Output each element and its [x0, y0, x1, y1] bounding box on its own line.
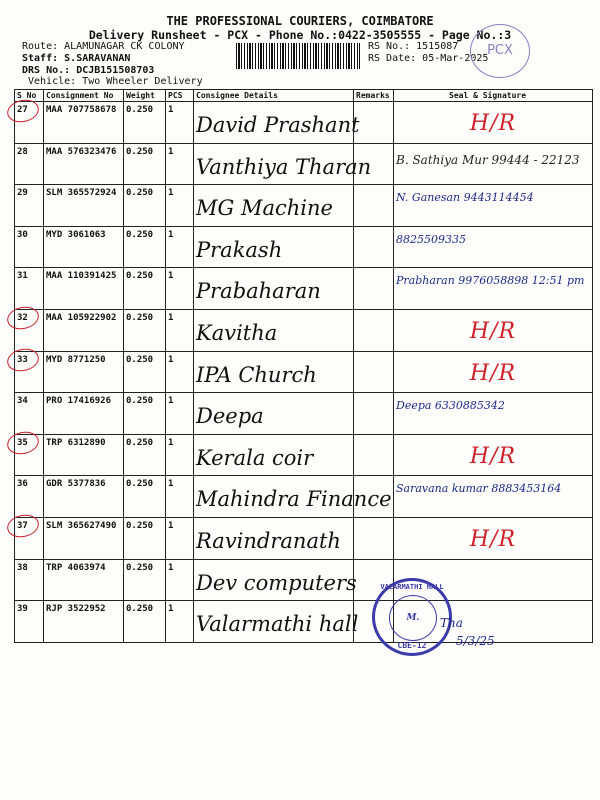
staff-label: Staff: [22, 53, 65, 64]
cell-pcs-text: 1 [168, 437, 174, 448]
cell-consignee [194, 393, 354, 435]
cell-consignment-text: MAA 707758678 [46, 105, 117, 115]
cell-consignment-text: SLM 365572924 [46, 188, 117, 199]
cell-consignee-text: Mahindra Finance [196, 487, 392, 512]
cell-consignee [194, 268, 354, 310]
cell-pcs [166, 185, 194, 227]
cell-pcs-text: 1 [168, 312, 174, 323]
cell-signature [394, 185, 593, 227]
cell-pcs [166, 226, 194, 268]
cell-pcs-text: 1 [168, 604, 174, 615]
table-row [15, 351, 593, 393]
cell-weight-text: 0.250 [126, 188, 154, 199]
col-remarks: Remarks [354, 90, 394, 102]
cell-consignment [44, 185, 124, 227]
cell-consignment [44, 434, 124, 476]
barcode [236, 43, 360, 69]
cell-sno-text: 36 [17, 479, 28, 490]
cell-signature-text: Deepa 6330885342 [396, 399, 505, 413]
cell-signature [394, 476, 593, 518]
cell-consignee-text: Ravindranath [196, 528, 341, 553]
drs-number: DCJB151508703 [76, 65, 155, 76]
cell-consignment-text: MYD 8771250 [46, 354, 106, 365]
col-consignee: Consignee Details [194, 90, 354, 102]
table-row [15, 434, 593, 476]
table-row [15, 601, 593, 643]
cell-signature [394, 143, 593, 185]
cell-pcs-text: 1 [168, 520, 174, 531]
cell-remarks [354, 309, 394, 351]
cell-pcs [166, 268, 194, 310]
table-row [15, 393, 593, 435]
table-row [15, 268, 593, 310]
cell-pcs [166, 351, 194, 393]
col-seal: Seal & Signature [394, 90, 593, 102]
cell-signature-text: H/R [469, 360, 517, 386]
cell-consignee [194, 102, 360, 144]
cell-pcs [166, 476, 194, 518]
cell-consignee-text: IPA Church [196, 362, 317, 387]
cell-consignee-text: David Prashant [196, 113, 360, 137]
cell-sno-text: 39 [17, 604, 28, 615]
cell-remarks [354, 351, 394, 393]
cell-consignment-text: MAA 105922902 [46, 312, 117, 323]
cell-pcs [166, 601, 194, 643]
cell-consignee-text: Kerala coir [196, 445, 314, 470]
cell-sno-text: 33 [17, 354, 28, 365]
cell-consignment [44, 268, 124, 310]
cell-remarks [354, 226, 394, 268]
stamp-date: 5/3/25 [456, 634, 495, 648]
cell-weight-text: 0.250 [126, 520, 154, 531]
cell-consignee-text: Vanthiya Tharan [196, 154, 372, 179]
cell-consignee-text: Valarmathi hall [196, 612, 359, 637]
cell-sno-text: 31 [17, 271, 28, 282]
cell-weight [124, 434, 166, 476]
stamp-bottom-text: CBE-12 [397, 641, 427, 650]
cell-consignee [194, 601, 359, 643]
cell-weight-text: 0.250 [126, 437, 154, 448]
stamp-signature: Tha [440, 616, 463, 630]
cell-weight-text: 0.250 [126, 604, 154, 615]
cell-consignment-text: MAA 576323476 [46, 146, 117, 157]
cell-signature [394, 351, 593, 393]
route-label: Route: ALAMUNAGAR CK COLONY [22, 41, 185, 52]
cell-weight-text: 0.250 [126, 105, 154, 115]
stamp-center: M. [389, 595, 437, 641]
cell-weight-text: 0.250 [126, 562, 154, 573]
cell-consignment [44, 559, 124, 601]
cell-consignee-text: Kavitha [196, 320, 278, 345]
cell-consignee-text: Prakash [196, 237, 283, 262]
cell-remarks [354, 393, 394, 435]
cell-consignment-text: GDR 5377836 [46, 479, 106, 490]
cell-weight [124, 517, 166, 559]
cell-sno-text: 30 [17, 229, 28, 240]
cell-consignment [44, 226, 124, 268]
cell-remarks [354, 434, 394, 476]
cell-sno [15, 601, 44, 643]
cell-consignment-text: TRP 6312890 [46, 437, 106, 448]
cell-consignment-text: PRO 17416926 [46, 396, 112, 407]
cell-consignment-text: RJP 3522952 [46, 604, 106, 615]
cell-signature-text: H/R [469, 111, 517, 136]
cell-sno-text: 32 [17, 312, 28, 323]
cell-signature [394, 268, 593, 310]
col-weight: Weight [124, 90, 166, 102]
cell-sno [15, 559, 44, 601]
cell-signature [394, 393, 593, 435]
runsheet-table [14, 89, 593, 643]
cell-remarks [354, 268, 394, 310]
cell-weight-text: 0.250 [126, 312, 154, 323]
cell-signature-text: H/R [469, 443, 517, 469]
table-row [15, 185, 593, 227]
cell-consignee-text: Dev computers [196, 570, 357, 595]
cell-consignee [194, 476, 392, 518]
cell-pcs [166, 517, 194, 559]
col-pcs: PCS [166, 90, 194, 102]
cell-weight [124, 393, 166, 435]
cell-signature-text: 8825509335 [396, 232, 466, 246]
pcx-stamp: PCX [470, 24, 530, 78]
cell-weight [124, 601, 166, 643]
table-row [15, 517, 593, 559]
cell-signature-text: H/R [469, 318, 517, 344]
cell-consignment [44, 309, 124, 351]
cell-consignment [44, 476, 124, 518]
cell-sno [15, 268, 44, 310]
cell-weight-text: 0.250 [126, 271, 154, 282]
cell-consignment [44, 393, 124, 435]
vehicle-label: Vehicle: Two Wheeler Delivery [28, 76, 203, 87]
table-header-row [15, 90, 593, 102]
cell-weight [124, 185, 166, 227]
cell-consignment [44, 351, 124, 393]
cell-consignment [44, 143, 124, 185]
cell-consignee-text: Deepa [196, 404, 264, 429]
cell-consignee [194, 309, 354, 351]
cell-pcs-text: 1 [168, 562, 174, 573]
cell-weight [124, 309, 166, 351]
col-sno: S No [15, 90, 44, 102]
cell-consignee [194, 517, 354, 559]
cell-sno-text: 35 [17, 437, 28, 448]
cell-signature-text: H/R [469, 526, 517, 552]
rs-number: RS No.: 1515087 [368, 41, 459, 52]
cell-sno-text: 34 [17, 396, 28, 407]
cell-consignee-text: Prabaharan [196, 279, 321, 304]
cell-pcs-text: 1 [168, 229, 174, 240]
cell-sno [15, 185, 44, 227]
cell-signature [394, 226, 593, 268]
cell-remarks [354, 185, 394, 227]
cell-weight [124, 351, 166, 393]
cell-signature-text: Prabharan 9976058898 12:51 pm [396, 274, 585, 288]
cell-consignment [44, 517, 124, 559]
cell-consignee [194, 226, 354, 268]
cell-weight [124, 268, 166, 310]
staff-name: S.SARAVANAN [64, 53, 131, 64]
cell-sno [15, 393, 44, 435]
table-row [15, 476, 593, 518]
cell-sno-text: 38 [17, 562, 28, 573]
cell-consignment [44, 102, 124, 144]
cell-pcs [166, 559, 194, 601]
cell-sno [15, 143, 44, 185]
cell-pcs-text: 1 [168, 354, 174, 365]
drs-label: DRS No.: [22, 65, 77, 76]
cell-sno [15, 476, 44, 518]
cell-weight-text: 0.250 [126, 354, 154, 365]
cell-weight-text: 0.250 [126, 146, 154, 157]
stamp-top-text: VALARMATHI HALL [380, 583, 444, 591]
cell-consignment-text: TRP 4063974 [46, 562, 106, 573]
cell-consignment-text: MAA 110391425 [46, 271, 117, 282]
table-row [15, 102, 593, 144]
cell-consignee [194, 143, 372, 185]
drs-line [22, 65, 154, 76]
cell-consignee [194, 434, 354, 476]
cell-pcs-text: 1 [168, 479, 174, 490]
cell-pcs-text: 1 [168, 146, 174, 157]
cell-consignee-text: MG Machine [196, 196, 333, 221]
cell-weight-text: 0.250 [126, 479, 154, 490]
cell-signature-text: N. Ganesan 9443114454 [396, 191, 534, 205]
rs-date: RS Date: 05-Mar-2025 [368, 53, 489, 64]
cell-signature [394, 102, 593, 144]
cell-weight [124, 559, 166, 601]
cell-consignment-text: MYD 3061063 [46, 229, 106, 240]
table-row [15, 226, 593, 268]
cell-sno-text: 27 [17, 105, 28, 115]
page-subtitle: Delivery Runsheet - PCX - Phone No.:0422-3505555 - Page No.:3 [88, 28, 512, 42]
cell-pcs [166, 393, 194, 435]
table-row [15, 559, 593, 601]
cell-signature [394, 309, 593, 351]
cell-pcs-text: 1 [168, 271, 174, 282]
cell-signature-text: B. Sathiya Mur 99444 - 22123 [396, 152, 580, 167]
cell-pcs-text: 1 [168, 105, 174, 115]
cell-consignment-text: SLM 365627490 [46, 520, 117, 531]
cell-sno [15, 226, 44, 268]
cell-weight-text: 0.250 [126, 396, 154, 407]
cell-consignee [194, 351, 354, 393]
cell-consignment [44, 601, 124, 643]
page-title: THE PROFESSIONAL COURIERS, COIMBATORE [166, 14, 434, 28]
table-row [15, 309, 593, 351]
cell-pcs [166, 102, 194, 144]
cell-pcs [166, 309, 194, 351]
cell-sno-text: 28 [17, 146, 28, 157]
cell-pcs-text: 1 [168, 188, 174, 199]
cell-weight [124, 476, 166, 518]
cell-sno-text: 37 [17, 520, 28, 531]
cell-remarks [354, 517, 394, 559]
cell-weight-text: 0.250 [126, 229, 154, 240]
staff-line [22, 53, 130, 64]
cell-weight [124, 143, 166, 185]
cell-pcs-text: 1 [168, 396, 174, 407]
cell-pcs [166, 434, 194, 476]
cell-signature [394, 434, 593, 476]
col-consignment: Consignment No [44, 90, 124, 102]
cell-signature [394, 517, 593, 559]
cell-sno-text: 29 [17, 188, 28, 199]
cell-consignee [194, 185, 354, 227]
cell-weight [124, 102, 166, 144]
table-row [15, 143, 593, 185]
cell-pcs [166, 143, 194, 185]
cell-weight [124, 226, 166, 268]
cell-signature-text: Saravana kumar 8883453164 [396, 482, 562, 496]
cell-consignee [194, 559, 357, 601]
